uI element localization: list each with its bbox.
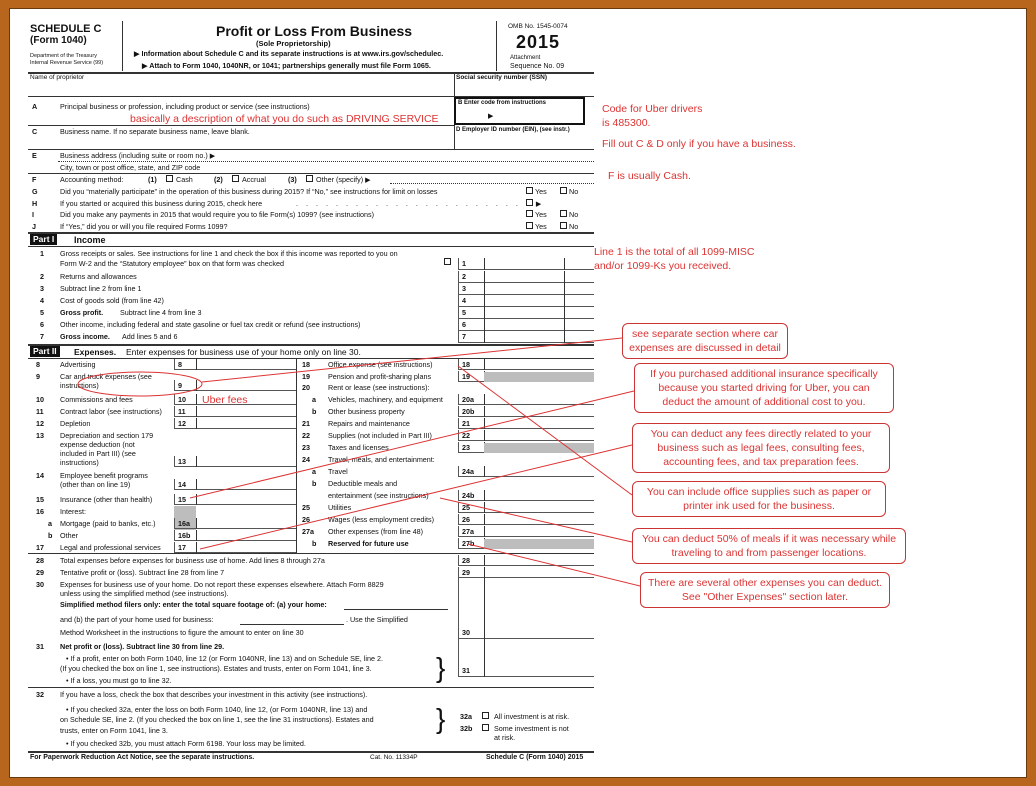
- form-title: Profit or Loss From Business: [216, 23, 413, 39]
- part1-line-3-num: 3: [40, 284, 44, 293]
- part2-line-11-text: Legal and professional services: [60, 543, 161, 552]
- part2-box-17-label: 17: [178, 543, 186, 552]
- line-e-text1: Business address (including suite or room no.) ▶: [60, 151, 216, 160]
- part1-box-6-label: 6: [462, 320, 466, 329]
- footer-form: Schedule C (Form 1040) 2015: [486, 754, 584, 761]
- part2-right-26-num-12: 26: [302, 515, 310, 524]
- omb-number: OMB No. 1545-0074: [508, 23, 568, 30]
- footer-cat: Cat. No. 11334P: [370, 754, 418, 761]
- part2-box-13-label: 13: [178, 457, 186, 466]
- part1-line-7-text: Gross income.: [60, 332, 110, 341]
- part2-right-24-num-8: 24: [302, 455, 310, 464]
- part2-right-11-text: Utilities: [328, 503, 352, 512]
- line-f-text: Accounting method:: [60, 175, 124, 184]
- part2-box-16a-label: 16a: [178, 519, 190, 528]
- part2-line-10-text: Other: [60, 531, 78, 540]
- part2-line-a-num-9: a: [48, 519, 52, 528]
- line-31-c: (If you checked the box on line 1, see instructions). Estates and trusts, enter on Form 1041, line 3.: [60, 664, 372, 673]
- line-29-num: 29: [36, 568, 44, 577]
- line-j-text: If “Yes,” did you or will you file required Forms 1099?: [60, 222, 228, 231]
- part1-line-6-num: 6: [40, 320, 44, 329]
- part1-line-7-text2: Add lines 5 and 6: [122, 332, 178, 341]
- line-f-letter: F: [32, 175, 37, 184]
- part2-right-20-num-2: 20: [302, 383, 310, 392]
- part2-right-1-text: Pension and profit-sharing plans: [328, 372, 432, 381]
- part2-right-21-num-5: 21: [302, 419, 310, 428]
- form-label: (Form 1040): [30, 35, 87, 46]
- line-b-label: B Enter code from instructions: [458, 100, 547, 106]
- part2-line-14-num-6: 14: [36, 471, 44, 480]
- part2-subtitle: Enter expenses for business use of your home only on line 30.: [126, 347, 361, 357]
- leader-fees: [200, 445, 632, 549]
- part1-box-2-label: 2: [462, 272, 466, 281]
- line-f-opt3-num: (3): [288, 175, 297, 184]
- sequence-number: Sequence No. 09: [510, 63, 565, 70]
- part2-line-11-num-3: 11: [36, 407, 44, 416]
- annotation-lines: [10, 9, 1027, 778]
- note-line1-b: and/or 1099-Ks you received.: [594, 260, 732, 272]
- part1-box-5-label: 5: [462, 308, 466, 317]
- part2-box-27b-label: 27b: [462, 539, 475, 548]
- part2-right-10-text2: entertainment (see instructions): [328, 491, 429, 500]
- part2-line-2-text: Commissions and fees: [60, 395, 133, 404]
- part2-line-13-num-5: 13: [36, 431, 44, 440]
- part2-line-8-text: Interest:: [60, 507, 86, 516]
- part2-box-20a-label: 20a: [462, 395, 474, 404]
- line-30-e: Method Worksheet in the instructions to figure the amount to enter on line 30: [60, 628, 304, 637]
- part2-box-23-label: 23: [462, 443, 470, 452]
- footer-notice: For Paperwork Reduction Act Notice, see the separate instructions.: [30, 754, 255, 761]
- part2-right-22-num-6: 22: [302, 431, 310, 440]
- leader-insurance: [190, 391, 634, 498]
- part2-right-0-text: Office expense (see instructions): [328, 360, 433, 369]
- part2-line-9-text: Mortgage (paid to banks, etc.): [60, 519, 156, 528]
- part2-right-7-text: Taxes and licenses: [328, 443, 389, 452]
- tax-year: 2015: [516, 32, 561, 52]
- part2-line-1-text: Car and truck expenses (see: [60, 372, 152, 381]
- part2-box-24b-label: 24b: [462, 491, 475, 500]
- line-30-b: unless using the simplified method (see instructions).: [60, 589, 229, 598]
- part2-line-15-num-7: 15: [36, 495, 44, 504]
- part2-right-14-text: Reserved for future use: [328, 539, 409, 548]
- line-31-d: • If a loss, you must go to line 32.: [66, 676, 172, 685]
- part2-right-18-num-0: 18: [302, 360, 310, 369]
- line-32-b: • If you checked 32a, enter the loss on both Form 1040, line 12, (or Form 1040NR, line 13) and: [66, 705, 368, 714]
- line-32a-text: All investment is at risk.: [494, 712, 570, 721]
- part2-box-14-label: 14: [178, 480, 186, 489]
- info-line-2: ▶ Attach to Form 1040, 1040NR, or 1041; partnerships generally must file Form 1065.: [142, 61, 431, 70]
- part2-line-12-num-4: 12: [36, 419, 44, 428]
- part1-line-1-text: Gross receipts or sales. See instructions for line 1 and check the box if this income was reported to you on: [60, 249, 398, 258]
- line-a-fill[interactable]: basically a description of what you do such as DRIVING SERVICE: [130, 113, 439, 125]
- line-e-letter: E: [32, 151, 37, 160]
- part2-right-3-text: Vehicles, machinery, and equipment: [328, 395, 443, 404]
- line-g-text: Did you “materially participate” in the operation of this business during 2015? If “No,” see instructions for limit on losses: [60, 187, 438, 196]
- line-f-opt2-num: (2): [214, 175, 223, 184]
- line-31-b: • If a profit, enter on both Form 1040, line 12 (or Form 1040NR, line 13) and on Schedule SE, line 2.: [66, 654, 383, 663]
- callout-car-line1: see separate section where car: [632, 328, 778, 340]
- irs-label: Internal Revenue Service (99): [30, 60, 104, 66]
- part2-right-10-text: Deductible meals and: [328, 479, 398, 488]
- line-30-d2: . Use the Simplified: [346, 615, 408, 624]
- line-i-letter: I: [32, 210, 34, 219]
- part2-box-10-label: 10: [178, 395, 186, 404]
- part1-line-1-num: 1: [40, 249, 44, 258]
- part1-line-4-text: Cost of goods sold (from line 42): [60, 296, 164, 305]
- part2-line-5-text4: instructions): [60, 458, 99, 467]
- line-i-text: Did you make any payments in 2015 that would require you to file Form(s) 1099? (see instructions): [60, 210, 375, 219]
- part2-label: Part II: [30, 346, 60, 357]
- part2-box-19-label: 19: [462, 372, 470, 381]
- callout-ins-line1: If you purchased additional insurance specifically: [650, 368, 878, 380]
- part1-label: Part I: [30, 234, 57, 245]
- line-30-box: 30: [462, 628, 470, 637]
- callout-office-line2: printer ink used for the business.: [683, 500, 835, 512]
- part1-line-6-text: Other income, including federal and state gasoline or fuel tax credit or refund (see instructions): [60, 320, 361, 329]
- part1-line-2-text: Returns and allowances: [60, 272, 137, 281]
- callout-ins-line2: because you started driving for Uber, you can: [658, 382, 870, 394]
- part2-line-16-num-8: 16: [36, 507, 44, 516]
- ssn-label: Social security number (SSN): [456, 74, 548, 81]
- part2-line-b-num-10: b: [48, 531, 53, 540]
- part2-right-a-num-3: a: [312, 395, 316, 404]
- part2-box-26-label: 26: [462, 515, 470, 524]
- line-29-box: 29: [462, 568, 470, 577]
- part1-box-1-label: 1: [462, 259, 466, 268]
- part2-box-9-label: 9: [178, 381, 182, 390]
- part2-line-5-text: Depreciation and section 179: [60, 431, 154, 440]
- name-label: Name of proprietor: [30, 74, 85, 81]
- part2-right-25-num-11: 25: [302, 503, 310, 512]
- line-e-text2: City, town or post office, state, and ZIP code: [60, 163, 201, 172]
- info-line-1: ▶ Information about Schedule C and its separate instructions is at www.irs.gov/schedulec.: [134, 49, 444, 58]
- part2-right-5-text: Repairs and maintenance: [328, 419, 410, 428]
- line-32-num: 32: [36, 690, 44, 699]
- line-32-e: • If you checked 32b, you must attach Form 6198. Your loss may be limited.: [66, 739, 306, 748]
- part2-line-0-text: Advertising: [60, 360, 96, 369]
- line-d-label: D Employer ID number (EIN), (see instr.): [456, 127, 570, 133]
- g-no-label: No: [569, 187, 579, 196]
- part2-box-25-label: 25: [462, 503, 470, 512]
- attachment-label: Attachment: [510, 55, 541, 61]
- part2-box-16b-label: 16b: [178, 531, 191, 540]
- uber-fees-fill[interactable]: Uber fees: [202, 394, 248, 406]
- callout-meals-line2: traveling to and from passenger locations.: [671, 547, 867, 559]
- leader-other: [468, 544, 640, 586]
- part2-box-20b-label: 20b: [462, 407, 475, 416]
- line-32-a: If you have a loss, check the box that describes your investment in this activity (see instructions).: [60, 690, 368, 699]
- callout-car-line2: expenses are discussed in detail: [629, 342, 781, 354]
- line-28-num: 28: [36, 556, 44, 565]
- part2-right-b-num-14: b: [312, 539, 317, 548]
- line-f-opt1-num: (1): [148, 175, 157, 184]
- line-28-text: Total expenses before expenses for business use of home. Add lines 8 through 27a: [60, 556, 325, 565]
- line-32b-label: 32b: [460, 724, 473, 733]
- g-yes-label: Yes: [535, 187, 547, 196]
- part2-line-6-text2: (other than on line 19): [60, 480, 131, 489]
- part2-line-3-text: Contract labor (see instructions): [60, 407, 162, 416]
- part1-title: Income: [74, 235, 106, 245]
- part2-line-4-text: Depletion: [60, 419, 91, 428]
- part2-right-4-text: Other business property: [328, 407, 405, 416]
- car-expense-ellipse: [78, 372, 202, 396]
- part2-right-13-text: Other expenses (from line 48): [328, 527, 424, 536]
- part2-line-6-text: Employee benefit programs: [60, 471, 148, 480]
- part2-right-a-num-9: a: [312, 467, 316, 476]
- part2-line-10-num-2: 10: [36, 395, 44, 404]
- schedule-label: SCHEDULE C: [30, 23, 102, 35]
- part1-box-4-label: 4: [462, 296, 466, 305]
- part2-line-5-text2: expense deduction (not: [60, 440, 135, 449]
- part2-box-15-label: 15: [178, 495, 186, 504]
- part2-box-21-label: 21: [462, 419, 470, 428]
- leader-office: [458, 366, 632, 495]
- part1-line-1-text2: Form W-2 and the “Statutory employee” box on that form was checked: [60, 259, 284, 268]
- part2-line-9-num-1: 9: [36, 372, 40, 381]
- part2-right-19-num-1: 19: [302, 372, 310, 381]
- part2-right-6-text: Supplies (not included in Part III): [328, 431, 432, 440]
- line-b-arrow: ▶: [488, 113, 494, 120]
- line-31-num: 31: [36, 642, 44, 651]
- part1-line-5-text: Gross profit.: [60, 308, 104, 317]
- part2-box-18-label: 18: [462, 360, 470, 369]
- note-code-1: Code for Uber drivers: [602, 103, 703, 115]
- callout-fees-line1: You can deduct any fees directly related to your: [650, 428, 872, 440]
- part2-box-24a-label: 24a: [462, 467, 474, 476]
- callout-other-line2: See "Other Expenses" section later.: [681, 591, 849, 603]
- line-32b-text: Some investment is not: [494, 724, 569, 733]
- line-a-letter: A: [32, 102, 38, 111]
- line-32-d: trusts, enter on Form 1041, line 3.: [60, 726, 168, 735]
- part2-line-7-text: Insurance (other than health): [60, 495, 153, 504]
- part2-box-27a-label: 27a: [462, 527, 474, 536]
- part2-right-12-text: Wages (less employment credits): [328, 515, 434, 524]
- line-30-d: and (b) the part of your home used for business:: [60, 615, 214, 624]
- line-30-c: Simplified method filers only: enter the total square footage of: (a) your home:: [60, 600, 327, 609]
- form-page: SCHEDULE C (Form 1040) Department of the Treasury Internal Revenue Service (99) Profit or Loss From Business (Sole Proprietorship) ▶ Information about Schedule C and its separate instructions is at www.irs.gov/schedulec. ▶ Attach to Form 1040, 1040NR, or 1041; partnerships generally must file Form 1065. OMB No. 1545-0074 2015 Attachment Sequence No. 09 Name of proprietor Social security number (SSN) A Principal business or profession, including product or service (see instructions) basically a description of what you do such as DRIVING SERVICE B Enter code from instructions ▶ C Business name. If no separate business name, leave blank. D Employer ID number (EIN), (see instr.) E Business address (including suite or room no.) ▶ City, town or post office, state, and ZIP code F Accounting method: (1) Cash (2) Accrual (3) Other (specify) ▶ G Did you “materially participate” in the operation of this business during 2015? If “No,” see instructions for limit on losses Yes No H If you started or acquired this business during 2015, check here . . . . . . . . . . . . . . . . . . . . . . . . ▶ I Did you make any payments in 2015 that would require you to file Form(s) 1099? (see instructions) Yes No J If “Yes,” did you or will you file required Forms 1099? Yes No Part I Income 1 Gross receipts or sales. See instructions for line 1 and check the box if this income was reported to you on Form W-2 and the “Statutory employee” box on that form was checked 1 2 Returns and allowances 2 3 Subtract line 2 from line 1 3 4 Cost of goods sold (from line 42) 4 5 Gross profit. Subtract line 4 from line 3 5 6 Other income, including federal and state gasoline or fuel tax credit or refund (see instructions) 6 7 Gross income. Add lines 5 and 6 7 Part II Expenses. Enter expenses for business use of your home only on line 30. 8 Advertising 8 9 Car and truck expenses (see instructions) 9 10 Commissions and fees 10 11 Contract labor (see instructions) 11 12 Depletion 12 13 Depreciation and section 179 expense deduction (not included in Part III) (see instructions) 13 14 Employee benefit programs (other than on line 19) 14 15 Insurance (other than health) 15 16 Interest: a Mortgage (paid to banks, etc.) 16a b Other 16b 17 Legal and professional services 17 18 Office expense (see instructions) 18 19 Pension and profit-sharing plans 19 20 Rent or lease (see instructions): a Vehicles, machinery, and equipment 20a b Other business property 20b 21 Repairs and maintenance 21 22 Supplies (not included in Part III) 22 23 Taxes and licenses 23 24 Travel, meals, and entertainment: a Travel 24a b Deductible meals and entertainment (see instructions) 24b 25 Utilities 25 26 Wages (less employment credits) 26 27a Other expenses (from line 48) 27a b Reserved for future use 27b Uber fees 28 Total expenses before expenses for business use of home. Add lines 8 through 27a 28 29 Tentative profit or (loss). Subtract line 28 from line 7 29 30 Expenses for business use of your home. Do not report these expenses elsewhere. Attach Form 8829 unless using the simplified method (see instructions). Simplified method filers only: enter the total square footage of: (a) your home: and (b) the part of your home used for business: . Use the Simplified Method Worksheet in the instructions to figure the amount to enter on line 30 30 31 Net profit or (loss). Subtract line 30 from line 29. • If a profit, enter on both Form 1040, line 12 (or Form 1040NR, line 13) and on Schedule SE, line 2. (If you checked the box on line 1, see instructions). Estates and trusts, enter on Form 1041, line 3. • If a loss, you must go to line 32. } 31 32 If you have a loss, check the box that describes your investment in this activity (see instructions). • If you checked 32a, enter the loss on both Form 1040, line 12, (or Form 1040NR, line 13) and on Schedule SE, line 2. (If you checked the box on line 1, see the line 31 instructions). Estates and trusts, enter on Form 1041, line 3. • If you checked 32b, you must attach Form 6198. Your loss may be limited. } 32a All investment is at risk. 32b Some investment is not at risk. For Paperwork Reduction Act Notice, see the separate instructions. Cat. No. 11334P Schedule C (Form 1040) 2015 Code for Uber drivers is 485300. Fill out C & D only if you have a business. F is usually Cash. Line 1 is the total of all 1099-MISC and/or 1099-Ks you received. see separate section where car expenses are discussed in detail If you purchased additional insurance specifically because you started driving for Uber, you can deduct the amount of additional cost to you. You can deduct any fees directly related to your business such as legal fees, consulting fees, accounting fees, and tax preparation fees. You can include office supplies such as paper or printer ink used for the business. You can deduct 50% of meals if it was necessary while traveling to and from passenger locations. There are several other expenses you can deduct. See "Other Expenses" section later.: [9, 8, 1027, 778]
- i-no-label: No: [569, 210, 579, 219]
- line-31-box: 31: [462, 666, 470, 675]
- part2-title: Expenses.: [74, 347, 117, 357]
- part2-line-8-num-0: 8: [36, 360, 40, 369]
- part2-box-22-label: 22: [462, 431, 470, 440]
- line-31-a: Net profit or (loss). Subtract line 30 from line 29.: [60, 642, 225, 651]
- line-c-letter: C: [32, 127, 38, 136]
- cash-label: Cash: [176, 175, 193, 184]
- line-30-num: 30: [36, 580, 44, 589]
- part2-right-8-text: Travel, meals, and entertainment:: [328, 455, 435, 464]
- leader-meals: [440, 498, 632, 542]
- part2-box-12-label: 12: [178, 419, 186, 428]
- part1-line-2-num: 2: [40, 272, 44, 281]
- accrual-label: Accrual: [242, 175, 266, 184]
- part2-line-5-text3: included in Part III) (see: [60, 449, 136, 458]
- form-subtitle: (Sole Proprietorship): [256, 39, 331, 48]
- line-a-text: Principal business or profession, including product or service (see instructions): [60, 102, 310, 111]
- line-32b-text2: at risk.: [494, 733, 516, 742]
- part2-box-8-label: 8: [178, 360, 182, 369]
- part2-right-23-num-7: 23: [302, 443, 310, 452]
- part2-box-11-label: 11: [178, 407, 186, 416]
- line-g-letter: G: [32, 187, 38, 196]
- line-h-text: If you started or acquired this business during 2015, check here: [60, 199, 263, 208]
- part1-line-4-num: 4: [40, 296, 44, 305]
- part1-line-3-text: Subtract line 2 from line 1: [60, 284, 142, 293]
- line-29-text: Tentative profit or (loss). Subtract line 28 from line 7: [60, 568, 225, 577]
- part1-line-5-num: 5: [40, 308, 44, 317]
- dept-label: Department of the Treasury: [30, 53, 97, 59]
- line-32a-label: 32a: [460, 712, 472, 721]
- part2-right-2-text: Rent or lease (see instructions):: [328, 383, 430, 392]
- callout-other-line1: There are several other expenses you can deduct.: [647, 577, 883, 589]
- part2-right-b-num-10: b: [312, 479, 317, 488]
- line-30-a: Expenses for business use of your home. Do not report these expenses elsewhere. Attach Form 8829: [60, 580, 384, 589]
- line-28-box: 28: [462, 556, 470, 565]
- part2-right-27a-num-13: 27a: [302, 527, 314, 536]
- part2-line-1-text2: instructions): [60, 381, 99, 390]
- note-cd: Fill out C & D only if you have a business.: [602, 138, 796, 150]
- j-no-label: No: [569, 222, 579, 231]
- callout-fees-line3: accounting fees, and tax preparation fees.: [663, 456, 859, 468]
- callout-fees-line2: business such as legal fees, consulting fees,: [657, 442, 865, 454]
- line-c-text: Business name. If no separate business name, leave blank.: [60, 127, 250, 136]
- part1-box-3-label: 3: [462, 284, 466, 293]
- line-32-c: on Schedule SE, line 2. (If you checked the box on line 1, see the line 31 instructions). Estates and: [60, 715, 374, 724]
- j-yes-label: Yes: [535, 222, 547, 231]
- part2-line-17-num-11: 17: [36, 543, 44, 552]
- callout-meals-line1: You can deduct 50% of meals if it was necessary while: [641, 533, 897, 545]
- part1-box-7-label: 7: [462, 332, 466, 341]
- line-j-letter: J: [32, 222, 36, 231]
- part2-right-9-text: Travel: [328, 467, 348, 476]
- callout-ins-line3: deduct the amount of additional cost to you.: [662, 396, 866, 408]
- note-code-2: is 485300.: [602, 117, 651, 129]
- part2-right-b-num-4: b: [312, 407, 317, 416]
- note-f: F is usually Cash.: [608, 170, 691, 182]
- part1-line-7-num: 7: [40, 332, 44, 341]
- i-yes-label: Yes: [535, 210, 547, 219]
- other-method-label: Other (specify) ▶: [316, 175, 371, 184]
- line-31-brace: }: [436, 652, 446, 683]
- part1-line-5-text2: Subtract line 4 from line 3: [120, 308, 202, 317]
- callout-office-line1: You can include office supplies such as paper or: [646, 486, 872, 498]
- line-h-letter: H: [32, 199, 38, 208]
- note-line1-a: Line 1 is the total of all 1099-MISC: [594, 246, 755, 258]
- line-32-brace: }: [436, 703, 446, 734]
- leader-car: [202, 338, 622, 382]
